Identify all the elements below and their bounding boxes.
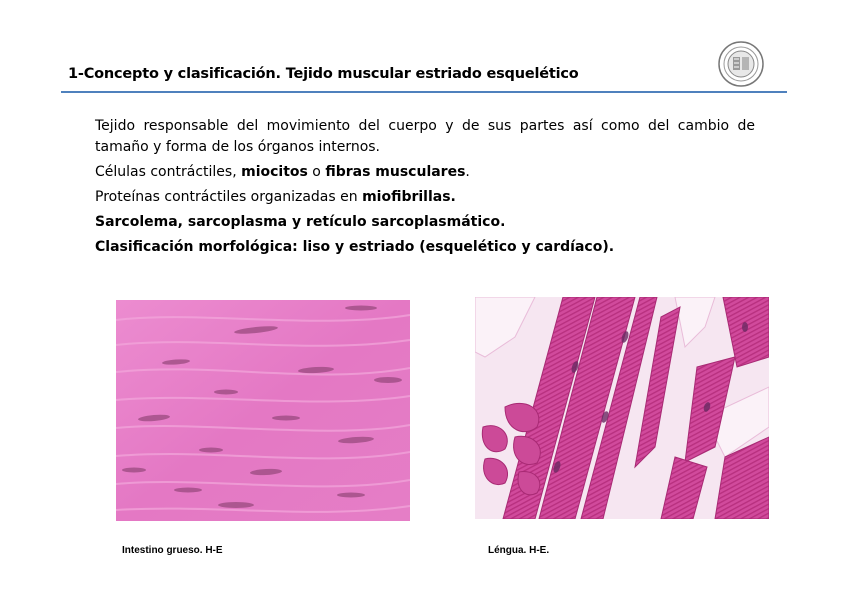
bold-term-fibras: fibras musculares (325, 164, 466, 180)
caption-left: Intestino grueso. H-E (122, 545, 223, 556)
caption-right: Léngua. H-E. (488, 545, 550, 556)
paragraph-sarcolema (95, 212, 755, 233)
bold-line-sarcolema: Sarcolema, sarcoplasma y retículo sarcoplasmático. (95, 214, 506, 230)
paragraph-cells (95, 162, 755, 183)
bold-line-classification: Clasificación morfológica: liso y estriado (esquelético y cardíaco). (95, 239, 615, 255)
body-text (95, 116, 755, 262)
title-divider (61, 91, 787, 93)
slide-title: 1-Concepto y clasificación. Tejido muscular estriado esquelético (68, 66, 579, 82)
smooth-muscle-micrograph (116, 300, 410, 521)
text-span: Proteínas contráctiles organizadas en (95, 189, 363, 205)
paragraph-definition: Tejido responsable del movimiento del cuerpo y de sus partes así como del cambio de tamaño y forma de los órganos internos. (95, 118, 755, 155)
paragraph-classification (95, 237, 755, 258)
text-span: Células contráctiles, (95, 164, 242, 180)
paragraph-proteins (95, 187, 755, 208)
university-seal-icon (714, 40, 768, 88)
text-span: . (465, 164, 470, 180)
bold-term-miofibrillas: miofibrillas. (362, 189, 456, 205)
bold-term-miocitos: miocitos (241, 164, 308, 180)
skeletal-muscle-micrograph (475, 297, 769, 519)
text-span: o (307, 164, 326, 180)
